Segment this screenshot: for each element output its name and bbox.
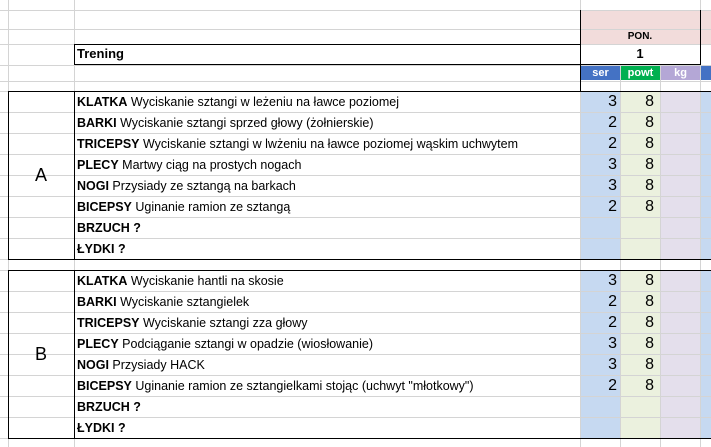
grid-line-vertical bbox=[660, 65, 661, 447]
muscle-group-label: BARKI bbox=[77, 295, 117, 309]
muscle-group-label: TRICEPSY bbox=[77, 137, 140, 151]
reps-cell[interactable]: 8 bbox=[645, 335, 654, 352]
exercise-name: Wyciskanie sztangielek bbox=[116, 295, 250, 309]
muscle-group-label: PLECY bbox=[77, 158, 119, 172]
sets-cell[interactable]: 2 bbox=[608, 377, 617, 394]
grid-line-horizontal bbox=[0, 10, 711, 11]
muscle-group-label: BARKI bbox=[77, 116, 117, 130]
section-border-divider bbox=[74, 91, 75, 260]
sets-cell[interactable]: 3 bbox=[608, 156, 617, 173]
exercise-name: Przysiady HACK bbox=[108, 358, 205, 372]
exercise-row[interactable] bbox=[77, 313, 577, 333]
reps-cell[interactable]: 8 bbox=[645, 272, 654, 289]
muscle-group-label: ŁYDKI ? bbox=[77, 242, 126, 256]
training-border-bottom bbox=[74, 64, 700, 65]
muscle-group-label: BRZUCH ? bbox=[77, 221, 141, 235]
day-label: PON. bbox=[627, 31, 653, 42]
training-border-left bbox=[74, 44, 75, 65]
sets-cell[interactable]: 2 bbox=[608, 135, 617, 152]
sets-cell[interactable]: 3 bbox=[608, 272, 617, 289]
exercise-row[interactable] bbox=[77, 218, 577, 238]
exercise-row[interactable] bbox=[77, 418, 577, 438]
exercise-row[interactable] bbox=[77, 176, 577, 196]
muscle-group-label: BICEPSY bbox=[77, 379, 132, 393]
exercise-row[interactable] bbox=[77, 197, 577, 217]
reps-cell[interactable]: 8 bbox=[645, 377, 654, 394]
day-column-border bbox=[700, 10, 701, 65]
exercise-row[interactable] bbox=[77, 134, 577, 154]
next-day-column-header bbox=[701, 66, 711, 80]
exercise-name: Martwy ciąg na prostych nogach bbox=[118, 158, 302, 172]
muscle-group-label: ŁYDKI ? bbox=[77, 421, 126, 435]
sets-cell[interactable]: 3 bbox=[608, 335, 617, 352]
section-border-bottom bbox=[8, 438, 711, 439]
kg-column-header[interactable]: kg bbox=[661, 66, 700, 80]
ser-column-header[interactable]: ser bbox=[581, 66, 620, 80]
exercise-name: Wyciskanie sztangi zza głowy bbox=[139, 316, 308, 330]
muscle-group-label: NOGI bbox=[77, 179, 109, 193]
sets-cell[interactable]: 3 bbox=[608, 356, 617, 373]
exercise-row[interactable] bbox=[77, 113, 577, 133]
exercise-name: Wyciskanie sztangi sprzed głowy (żołnierskie) bbox=[116, 116, 374, 130]
exercise-name: Podciąganie sztangi w opadzie (wiosłowanie) bbox=[118, 337, 373, 351]
muscle-group-label: KLATKA bbox=[77, 95, 128, 109]
sets-cell[interactable]: 2 bbox=[608, 293, 617, 310]
section-border-divider bbox=[74, 270, 75, 439]
section-label: A bbox=[34, 165, 47, 185]
day-header-band bbox=[580, 10, 700, 29]
muscle-group-label: BICEPSY bbox=[77, 200, 132, 214]
sets-cell[interactable]: 2 bbox=[608, 314, 617, 331]
exercise-name: Wyciskanie sztangi w lwżeniu na ławce poziomej wąskim uchwytem bbox=[139, 137, 519, 151]
sets-cell[interactable]: 2 bbox=[608, 114, 617, 131]
reps-cell[interactable]: 8 bbox=[645, 156, 654, 173]
muscle-group-label: NOGI bbox=[77, 358, 109, 372]
reps-cell[interactable]: 8 bbox=[645, 114, 654, 131]
exercise-row[interactable] bbox=[77, 92, 577, 112]
exercise-row[interactable] bbox=[77, 376, 577, 396]
section-border-bottom bbox=[8, 259, 711, 260]
exercise-name: Wyciskanie sztangi w leżeniu na ławce poziomej bbox=[127, 95, 399, 109]
muscle-group-label: BRZUCH ? bbox=[77, 400, 141, 414]
sets-cell[interactable]: 3 bbox=[608, 177, 617, 194]
reps-cell[interactable]: 8 bbox=[645, 135, 654, 152]
exercise-name: Uginanie ramion ze sztangą bbox=[131, 200, 291, 214]
grid-line-horizontal bbox=[0, 81, 711, 82]
day-number: 1 bbox=[636, 46, 644, 61]
exercise-row[interactable] bbox=[77, 292, 577, 312]
muscle-group-label: PLECY bbox=[77, 337, 119, 351]
exercise-row[interactable] bbox=[77, 155, 577, 175]
section-label: B bbox=[34, 344, 47, 364]
reps-cell[interactable]: 8 bbox=[645, 356, 654, 373]
sets-cell[interactable]: 2 bbox=[608, 198, 617, 215]
exercise-row[interactable] bbox=[77, 334, 577, 354]
muscle-group-label: TRICEPSY bbox=[77, 316, 140, 330]
exercise-name: Przysiady ze sztangą na barkach bbox=[108, 179, 296, 193]
next-day-header-band bbox=[700, 10, 711, 44]
exercise-row[interactable] bbox=[77, 239, 577, 259]
reps-cell[interactable]: 8 bbox=[645, 198, 654, 215]
reps-cell[interactable]: 8 bbox=[645, 293, 654, 310]
exercise-row[interactable] bbox=[77, 397, 577, 417]
reps-cell[interactable]: 8 bbox=[645, 93, 654, 110]
reps-cell[interactable]: 8 bbox=[645, 314, 654, 331]
sets-cell[interactable]: 3 bbox=[608, 93, 617, 110]
muscle-group-label: KLATKA bbox=[77, 274, 128, 288]
training-label: Trening bbox=[77, 46, 124, 61]
training-border-top bbox=[74, 44, 580, 45]
reps-cell[interactable]: 8 bbox=[645, 177, 654, 194]
exercise-row[interactable] bbox=[77, 271, 577, 291]
powt-column-header[interactable]: powt bbox=[621, 66, 660, 80]
exercise-name: Wyciskanie hantli na skosie bbox=[127, 274, 284, 288]
exercise-name: Uginanie ramion ze sztangielkami stojąc (uchwyt "młotkowy") bbox=[131, 379, 474, 393]
exercise-row[interactable] bbox=[77, 355, 577, 375]
